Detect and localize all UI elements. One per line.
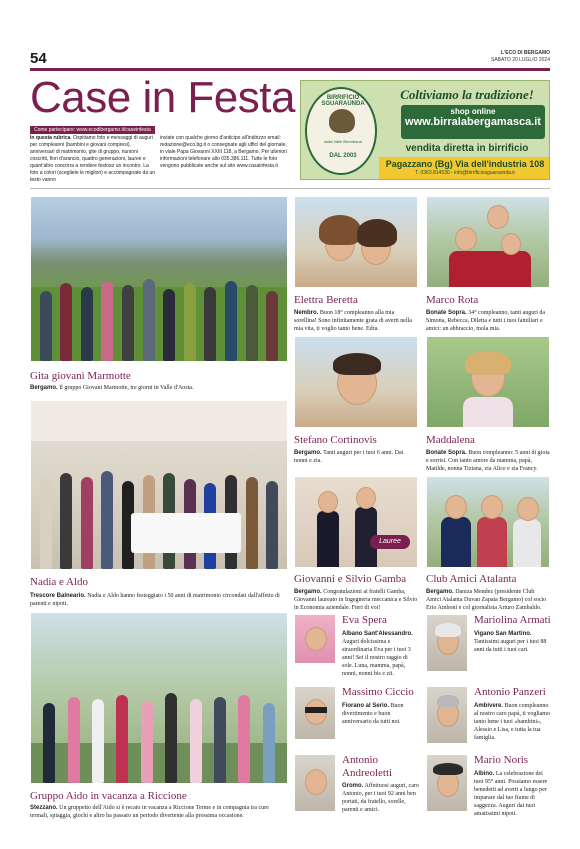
caption-place: Gromo.: [342, 783, 364, 789]
newspaper-name: L'ECO DI BERGAMO: [501, 50, 550, 56]
caption-text: Buon divertimento e buon anniversario da tutti noi.: [342, 703, 404, 725]
caption-place: Albino.: [474, 771, 495, 777]
caption-body-aido: [30, 804, 288, 820]
caption-title-antonio-a: [342, 754, 392, 780]
ceiling: [31, 401, 287, 441]
ad-sell-text: vendita diretta in birrificio: [405, 143, 529, 154]
photo-stefano: [294, 336, 418, 428]
face: [305, 769, 327, 795]
face: [305, 627, 327, 651]
seal-sub-text: dalla Valle Brembana: [324, 139, 362, 144]
shop-url[interactable]: www.birralabergamasca.it: [405, 116, 541, 128]
caption-title-maddalena: Maddalena: [426, 434, 475, 446]
caption-title-antonio-p: Antonio Panzeri: [474, 686, 546, 698]
hair: [357, 219, 397, 247]
caption-title-aido: Gruppo Aido in vacanza a Riccione: [30, 790, 187, 802]
caption-title-marmotte: Gita giovani Marmotte: [30, 370, 131, 382]
face: [481, 495, 503, 519]
face: [455, 227, 477, 251]
caption-body-elettra: [294, 309, 418, 333]
caption-title-elettra: Elettra Beretta: [294, 294, 358, 306]
caption-place: Trescore Balneario.: [30, 593, 86, 599]
face: [318, 491, 338, 513]
hair: [333, 353, 381, 375]
intro-text-right: inviate con qualche giorno d'anticipo all'indirizzo email: redazione@eco.bg.it o consegnate agli uffici del giornale, in viale Papa Giovanni XXIII 118, a Bergamo. Per ulteriori informazioni telefonare allo 035.386.111. Tutte le foto vengono pubblicate anche sul sito www.casainfesta.it: [160, 135, 287, 169]
caption-text: La celebrazione dei tuoi 95° anni. Possiamo essere benedetti ad averti a lungo per imparare dal tuo fiume di saggezza. Auguri dai tuoi amatissimi nipoti.: [474, 771, 548, 817]
seal-top-text: BIRRIFICIO SGUARAUNDA: [321, 95, 365, 107]
caption-body-mariolina: [474, 630, 550, 654]
caption-title-eva: Eva Spera: [342, 614, 387, 626]
brewery-ad[interactable]: [300, 80, 550, 180]
caption-text: Auguri dolcissima e straordinaria Eva per i tuoi 3 anni! Sei il nostro raggio di sole. Luna, mamma, papà, nonni, nonni bis e zii.: [342, 639, 411, 677]
header-bottom-rule: [30, 188, 550, 189]
caption-text: Affettuosi auguri, caro Antonio, per i tuoi 92 anni ben portati, da fratello, sorelle, parenti e amici.: [342, 783, 419, 813]
caption-body-marmotte: [30, 384, 288, 392]
title-line-2: Andreoletti: [342, 767, 393, 779]
header-rule: [30, 68, 550, 71]
caption-text: Congratulazioni ai fratelli Gamba, Giovanni laureato in Ingegneria meccanica e Silvio in Economia aziendale. Fieri di voi!: [294, 589, 418, 611]
clothes: [449, 251, 531, 288]
caption-text: Tantissimi auguri per i tuoi 88 anni da tutti i tuoi cari.: [474, 639, 547, 653]
caption-body-nadia: [30, 592, 288, 608]
caption-title-mariolina: Mariolina Armati: [474, 614, 551, 626]
caption-body-atalanta: [426, 588, 550, 612]
caption-body-antonio-a: [342, 782, 420, 814]
caption-place: Stezzano.: [30, 805, 58, 811]
photo-mario-noris: [426, 754, 468, 812]
sunglasses-icon: [305, 707, 327, 713]
photo-aido-group: [30, 612, 288, 784]
tagline[interactable]: Come partecipare: www.ecodibergamo.it/caseinfesta: [30, 126, 155, 134]
caption-title-atalanta: Club Amici Atalanta: [426, 573, 517, 585]
clothes: [463, 397, 513, 428]
caption-place: Bergamo.: [426, 589, 454, 595]
caption-place: Bergamo.: [294, 589, 322, 595]
intro-bold: In questa rubrica: [30, 135, 71, 141]
caption-body-gamba: [294, 588, 418, 612]
caption-body-eva: [342, 630, 420, 678]
caption-text: Un gruppetto dell'Aido si è recato in vacanza a Riccione Terme e in compagnia tra cure termali, spiaggia, giochi e altro ha passato un periodo divertente alla prossima occasione.: [30, 805, 269, 819]
caption-body-massimo: [342, 702, 420, 726]
caption-place: Albano Sant'Alessandro.: [342, 631, 413, 637]
hat-icon: [433, 763, 463, 775]
ad-address: Pagazzano (Bg) Via dell'industria 108: [385, 159, 545, 169]
photo-massimo: [294, 686, 336, 740]
intro-text-left: [30, 135, 156, 184]
caption-title-nadia: Nadia e Aldo: [30, 576, 89, 588]
atalanta-shirt: [441, 517, 471, 568]
caption-text: Tanti auguri per i tuoi 6 anni. Dai nonni e zia.: [294, 450, 404, 464]
photo-mariolina: [426, 614, 468, 672]
face: [487, 205, 509, 229]
caption-body-mario: [474, 770, 550, 818]
hair: [465, 351, 511, 375]
caption-text: Buon compleanno al nostro caro papà, ti vogliamo tanto bene i tuoi «bambini», Alessio e Lisa, e tutta la tua famiglia.: [474, 703, 550, 741]
caption-place: Fiorano al Serio.: [342, 703, 390, 709]
figure: [317, 511, 339, 568]
caption-text: Buon 18° compleanno alla mia sorellina! Sono infinitamente grata di averti nella mia vita, ti voglio tanto bene. Edra.: [294, 310, 412, 332]
caption-title-mario: Mario Noris: [474, 754, 529, 766]
caption-place: Ambivere.: [474, 703, 504, 709]
masthead: [491, 50, 550, 64]
caption-body-stefano: [294, 449, 418, 465]
hair: [319, 215, 361, 245]
caption-body-antonio-p: [474, 702, 550, 742]
caption-place: Bonate Sopra.: [426, 450, 467, 456]
brewery-seal: [305, 87, 377, 175]
face: [501, 233, 521, 255]
ad-contact: T. 0363.814530 - info@birrificiosguaraunda.it: [415, 170, 515, 176]
caption-text: Il gruppo Giovani Marmotte, tre giorni in Valle d'Aosta.: [57, 385, 194, 391]
photo-gamba: [294, 476, 418, 568]
title-line-1: Antonio: [342, 754, 379, 766]
caption-place: Vigano San Martino.: [474, 631, 532, 637]
laurea-badge: Lauree: [370, 535, 410, 549]
group-figures: [31, 263, 287, 361]
figure: [477, 517, 507, 568]
cake-table: [131, 513, 241, 553]
photo-eva: [294, 614, 336, 664]
hair: [435, 623, 461, 637]
caption-title-marco: Marco Rota: [426, 294, 479, 306]
photo-antonio-andreoletti: [294, 754, 336, 812]
caption-place: Bergamo.: [30, 385, 58, 391]
photo-maddalena: [426, 336, 550, 428]
figure: [513, 519, 541, 568]
ad-headline: Coltiviamo la tradizione!: [400, 87, 534, 102]
photo-nadia-aldo: [30, 400, 288, 570]
face: [445, 495, 467, 519]
intro-left-body: . Ospitiamo foto e messaggi di auguri per compleanni (bambini e giovani compresi), anniversari di matrimonio, gite di gruppo, riunioni coscritti, fiori d'arancio, quattro generazioni, lauree e quant'altro concorra a rendere festoso un incontro. La foto a colori (scegliete le migliori) e accompagnate da un testo vanno: [30, 135, 156, 183]
caption-title-massimo: Massimo Ciccio: [342, 686, 414, 698]
photo-marco: [426, 196, 550, 288]
caption-title-gamba: Giovanni e Silvio Gamba: [294, 573, 407, 585]
page-number: 54: [30, 50, 47, 67]
photo-atalanta: [426, 476, 550, 568]
shop-label: shop online: [450, 107, 496, 116]
photo-antonio-panzeri: [426, 686, 468, 744]
seal-year-text: DAL 2003: [329, 153, 357, 159]
caption-text: 34° compleanno, tanti auguri da Simona, Rebecca, Diletta e tutti i tuoi familiari e amici: un abbraccio, mola mia.: [426, 310, 546, 332]
section-title: Case in Festa: [30, 73, 295, 122]
caption-body-maddalena: [426, 449, 550, 473]
caption-text: Daniza Mendez (presidente Club Amici Atalanta Duvan Zapata Bergamo) col socio Erio Amboni e col giornalista Arturo Zambaldo.: [426, 589, 547, 611]
face: [517, 497, 539, 521]
hair: [437, 695, 459, 707]
photo-marmotte-group: [30, 196, 288, 362]
aido-figures: [31, 664, 287, 783]
caption-body-marco: [426, 309, 550, 333]
caption-place: Bonate Sopra.: [426, 310, 467, 316]
issue-date: SABATO 20 LUGLIO 2024: [490, 57, 550, 63]
caption-text: Buon compleanno: 5 anni di gioia e sorrisi. Con tanto amore da mamma, papà, Matilde, nonna Tiziana, zia Alice e zia Francy.: [426, 450, 550, 472]
caption-text: Nadia e Aldo hanno festeggiato i 50 anni di matrimonio circondati dall'affetto di parenti e nipoti.: [30, 593, 280, 607]
face: [356, 487, 376, 509]
eagle-icon: [329, 109, 355, 133]
photo-elettra: [294, 196, 418, 288]
caption-title-stefano: Stefano Cortinovis: [294, 434, 377, 446]
caption-place: Bergamo.: [294, 450, 322, 456]
caption-place: Nembro.: [294, 310, 319, 316]
